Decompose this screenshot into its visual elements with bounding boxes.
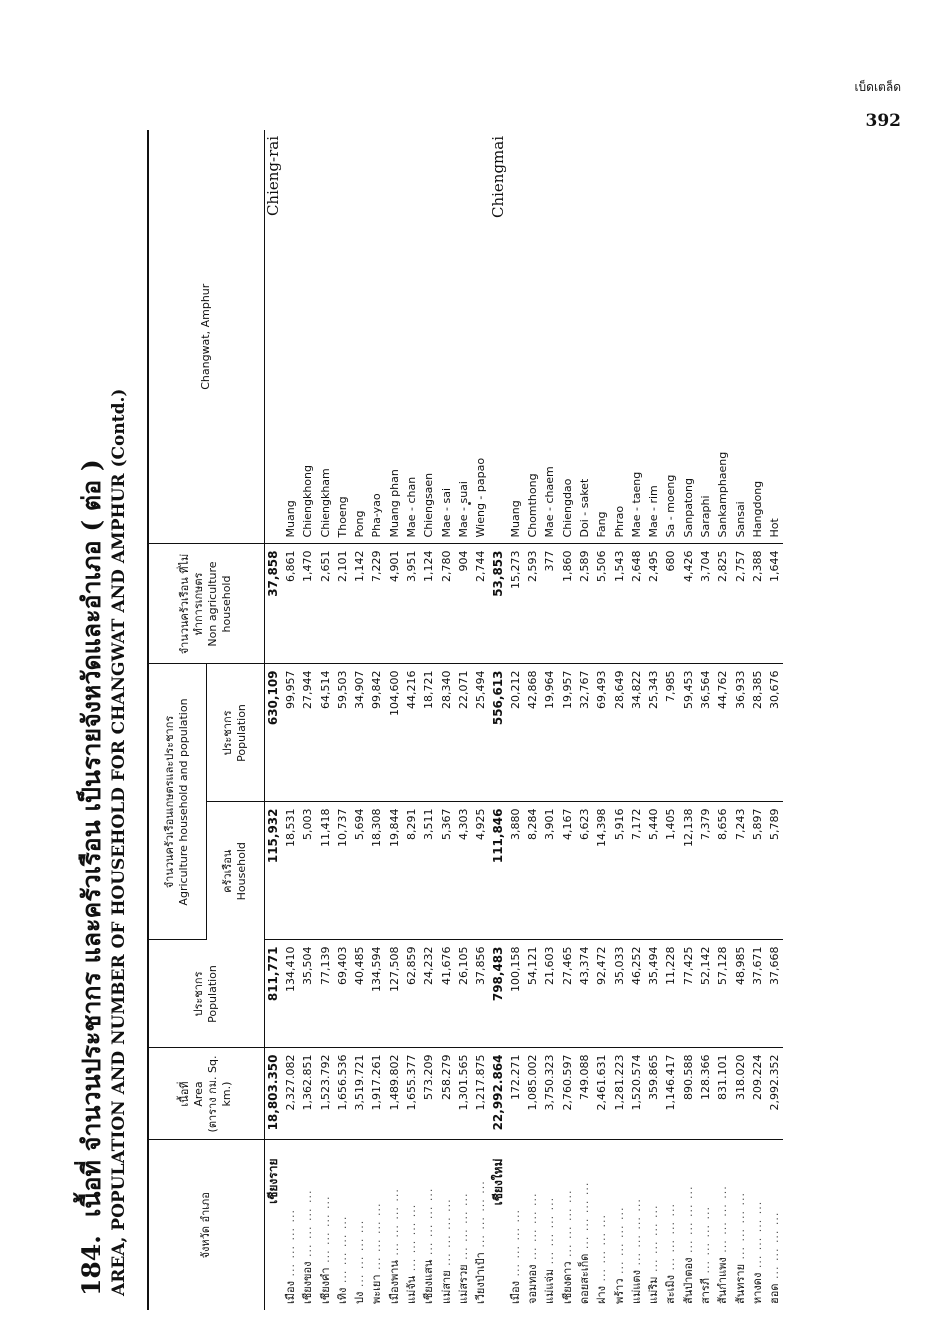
- non-agri-cell: 7,229: [368, 544, 385, 664]
- thai-name-cell: สันป่าตอง ... ... ... ...: [681, 1185, 695, 1304]
- province-total-row: [489, 130, 506, 1310]
- thai-name-cell: สารภี ... ... ... ...: [699, 1205, 713, 1304]
- household-cell: 12,138: [680, 802, 697, 940]
- area-cell: 3,519.721: [351, 1048, 368, 1140]
- table-row: [368, 130, 385, 1310]
- agri-population-cell: 25,494: [472, 664, 489, 802]
- household-cell: 4,925: [472, 802, 489, 940]
- english-name-cell: Chiengmai: [489, 130, 506, 544]
- english-name-cell: Pha-yao: [368, 130, 385, 544]
- non-agri-cell: 15,273: [507, 544, 524, 664]
- table-row: [541, 130, 558, 1310]
- thai-name-cell: ดอยสะเก็ด ... ... ... ...: [577, 1181, 591, 1304]
- population-cell: 35,033: [610, 940, 627, 1048]
- non-agri-cell: 53,853: [489, 544, 506, 664]
- population-cell: 48,985: [732, 940, 749, 1048]
- population-cell: 57,128: [714, 940, 731, 1048]
- table-row: [403, 130, 420, 1310]
- table-row: [472, 130, 489, 1310]
- table-row: [437, 130, 454, 1310]
- col-header-area: เนื้อที่ Area (ตาราง กม. Sq. km.): [148, 1048, 264, 1140]
- area-cell: 128.366: [697, 1048, 714, 1140]
- non-agri-cell: 2,757: [732, 544, 749, 664]
- area-cell: 22,992.864: [489, 1048, 506, 1140]
- household-cell: 10,737: [334, 802, 351, 940]
- household-cell: 5,916: [610, 802, 627, 940]
- english-name-cell: Hot: [766, 130, 783, 544]
- population-cell: 62,859: [403, 940, 420, 1048]
- thai-name-cell: แม่สาย ... ... ... ...: [439, 1198, 453, 1304]
- population-cell: 37,668: [766, 940, 783, 1048]
- household-cell: 8,291: [403, 802, 420, 940]
- household-cell: 7,172: [628, 802, 645, 940]
- population-cell: 54,121: [524, 940, 541, 1048]
- agri-population-cell: 30,676: [766, 664, 783, 802]
- area-cell: 1,085.002: [524, 1048, 541, 1140]
- population-cell: 798,483: [489, 940, 506, 1048]
- agri-population-cell: 28,385: [749, 664, 766, 802]
- table-row: [576, 130, 593, 1310]
- non-agri-cell: 680: [662, 544, 679, 664]
- non-agri-cell: 377: [541, 544, 558, 664]
- population-cell: 37,856: [472, 940, 489, 1048]
- area-cell: 1,281.223: [610, 1048, 627, 1140]
- thai-name-cell: เวียงป่าเป้า ... ... ... ...: [474, 1180, 488, 1304]
- population-cell: 11,228: [662, 940, 679, 1048]
- non-agri-cell: 2,388: [749, 544, 766, 664]
- english-name-cell: Saraphi: [697, 130, 714, 544]
- population-cell: 40,485: [351, 940, 368, 1048]
- thai-name-cell: แม่จัน ... ... ... ...: [405, 1203, 419, 1304]
- english-name-cell: Hangdong: [749, 130, 766, 544]
- area-cell: 258.279: [437, 1048, 454, 1140]
- agri-population-cell: 36,564: [697, 664, 714, 802]
- english-name-cell: Doi - saket: [576, 130, 593, 544]
- col-header-household: ครัวเรือน Household: [206, 802, 264, 940]
- table-row: [645, 130, 662, 1310]
- household-cell: 18,531: [282, 802, 299, 940]
- english-name-cell: Phrao: [610, 130, 627, 544]
- population-cell: 69,403: [334, 940, 351, 1048]
- area-cell: 3,750.323: [541, 1048, 558, 1140]
- english-name-cell: Chiengkham: [316, 130, 333, 544]
- non-agri-cell: 2,744: [472, 544, 489, 664]
- non-agri-cell: 2,651: [316, 544, 333, 664]
- non-agri-cell: 2,101: [334, 544, 351, 664]
- agri-population-cell: 99,842: [368, 664, 385, 802]
- population-cell: 37,671: [749, 940, 766, 1048]
- area-cell: 1,656.536: [334, 1048, 351, 1140]
- thai-name-cell: เมืองพาน ... ... ... ...: [387, 1188, 401, 1304]
- non-agri-cell: 904: [455, 544, 472, 664]
- area-cell: 749.088: [576, 1048, 593, 1140]
- area-cell: 1,917.261: [368, 1048, 385, 1140]
- area-cell: 1,146.417: [662, 1048, 679, 1140]
- english-name-cell: Mae - suai: [455, 130, 472, 544]
- area-cell: 1,655.377: [403, 1048, 420, 1140]
- agri-population-cell: 630,109: [264, 664, 282, 802]
- table-row: [732, 130, 749, 1310]
- english-name-cell: Muang: [282, 130, 299, 544]
- english-name-cell: Chiengkhong: [299, 130, 316, 544]
- area-cell: 1,301.565: [455, 1048, 472, 1140]
- agri-population-cell: 64,514: [316, 664, 333, 802]
- table-row: [610, 130, 627, 1310]
- agri-population-cell: 28,649: [610, 664, 627, 802]
- household-cell: 3,880: [507, 802, 524, 940]
- household-cell: 111,846: [489, 802, 506, 940]
- population-cell: 92,472: [593, 940, 610, 1048]
- agri-population-cell: 28,340: [437, 664, 454, 802]
- non-agri-cell: 37,858: [264, 544, 282, 664]
- agri-population-cell: 7,985: [662, 664, 679, 802]
- household-cell: 14,398: [593, 802, 610, 940]
- thai-name-cell: พะเยา ... ... ... ...: [370, 1202, 384, 1304]
- population-cell: 77,425: [680, 940, 697, 1048]
- non-agri-cell: 2,593: [524, 544, 541, 664]
- population-cell: 26,105: [455, 940, 472, 1048]
- population-cell: 27,465: [559, 940, 576, 1048]
- thai-name-cell: พร้าว ... ... ... ...: [612, 1206, 626, 1304]
- thai-name-cell: สันทราย ... ... ... ...: [733, 1192, 747, 1304]
- english-name-cell: Mae - chaem: [541, 130, 558, 544]
- thai-name-cell: จอมทอง ... ... ... ...: [526, 1192, 540, 1304]
- population-cell: 35,504: [299, 940, 316, 1048]
- area-cell: 1,520.574: [628, 1048, 645, 1140]
- agri-population-cell: 59,503: [334, 664, 351, 802]
- household-cell: 115,932: [264, 802, 282, 940]
- household-cell: 4,303: [455, 802, 472, 940]
- english-name-cell: Sansai: [732, 130, 749, 544]
- title-thai: เนื้อที่ จำนวนประชากร และครัวเรือน เป็นรายจังหวัดและอำเภอ ( ต่อ ): [77, 459, 106, 1218]
- non-agri-cell: 6,861: [282, 544, 299, 664]
- agri-population-cell: 44,762: [714, 664, 731, 802]
- area-cell: 831.101: [714, 1048, 731, 1140]
- non-agri-cell: 3,704: [697, 544, 714, 664]
- table-row: [420, 130, 437, 1310]
- english-name-cell: Muang: [507, 130, 524, 544]
- agri-population-cell: 27,944: [299, 664, 316, 802]
- area-cell: 2,760.597: [559, 1048, 576, 1140]
- non-agri-cell: 2,495: [645, 544, 662, 664]
- household-cell: 7,379: [697, 802, 714, 940]
- household-cell: 8,284: [524, 802, 541, 940]
- agri-population-cell: 59,453: [680, 664, 697, 802]
- household-cell: 7,243: [732, 802, 749, 940]
- area-cell: 1,489.802: [386, 1048, 403, 1140]
- non-agri-cell: 4,426: [680, 544, 697, 664]
- household-cell: 3,901: [541, 802, 558, 940]
- household-cell: 11,418: [316, 802, 333, 940]
- agri-population-cell: 36,933: [732, 664, 749, 802]
- thai-name-cell: เชียงใหม่: [490, 1158, 505, 1206]
- area-cell: 172.271: [507, 1048, 524, 1140]
- non-agri-cell: 1,124: [420, 544, 437, 664]
- table-row: [662, 130, 679, 1310]
- table-row: [593, 130, 610, 1310]
- agri-population-cell: 20,212: [507, 664, 524, 802]
- agri-population-cell: 32,767: [576, 664, 593, 802]
- thai-name-cell: แม่สรวย ... ... ... ...: [456, 1192, 470, 1304]
- table-title: [75, 130, 147, 1310]
- agri-population-cell: 42,868: [524, 664, 541, 802]
- non-agri-cell: 2,589: [576, 544, 593, 664]
- table-row: [559, 130, 576, 1310]
- page-corner: [854, 78, 901, 131]
- population-cell: 24,232: [420, 940, 437, 1048]
- thai-name-cell: เทิง ... ... ... ...: [335, 1215, 349, 1304]
- table-row: [455, 130, 472, 1310]
- agri-population-cell: 22,071: [455, 664, 472, 802]
- household-cell: 5,789: [766, 802, 783, 940]
- english-name-cell: Chieng-rai: [264, 130, 282, 544]
- thai-name-cell: ฮอด ... ... ... ...: [768, 1211, 782, 1304]
- table-row: [282, 130, 299, 1310]
- english-name-cell: Mae - taeng: [628, 130, 645, 544]
- population-cell: 41,676: [437, 940, 454, 1048]
- table-row: [524, 130, 541, 1310]
- table-row: [714, 130, 731, 1310]
- thai-name-cell: ฝาง ... ... ... ...: [595, 1214, 609, 1304]
- col-header-non-agriculture: จำนวนครัวเรือน ที่ไม่ทำการเกษตร Non agriculture household: [148, 544, 264, 664]
- agri-population-cell: 556,613: [489, 664, 506, 802]
- agri-population-cell: 69,493: [593, 664, 610, 802]
- province-total-row: [264, 130, 282, 1310]
- table-number: 184.: [77, 1235, 106, 1296]
- col-header-english-name: Changwat, Amphur: [148, 130, 264, 544]
- english-name-cell: Muang phan: [386, 130, 403, 544]
- non-agri-cell: 2,825: [714, 544, 731, 664]
- area-cell: 890.588: [680, 1048, 697, 1140]
- table-row: [766, 130, 783, 1310]
- agri-population-cell: 25,343: [645, 664, 662, 802]
- english-name-cell: Sankamphaeng: [714, 130, 731, 544]
- population-cell: 77,139: [316, 940, 333, 1048]
- non-agri-cell: 3,951: [403, 544, 420, 664]
- english-name-cell: Mae - sai: [437, 130, 454, 544]
- non-agri-cell: 4,901: [386, 544, 403, 664]
- non-agri-cell: 1,142: [351, 544, 368, 664]
- agri-population-cell: 34,907: [351, 664, 368, 802]
- population-cell: 52,142: [697, 940, 714, 1048]
- area-cell: 2,992.352: [766, 1048, 783, 1140]
- table-row: [749, 130, 766, 1310]
- household-cell: 1,405: [662, 802, 679, 940]
- english-name-cell: Mae - rim: [645, 130, 662, 544]
- area-cell: 2,461.631: [593, 1048, 610, 1140]
- population-cell: 46,252: [628, 940, 645, 1048]
- table-row: [386, 130, 403, 1310]
- non-agri-cell: 2,648: [628, 544, 645, 664]
- title-english: AREA, POPULATION AND NUMBER OF HOUSEHOLD FOR CHANGWAT AND AMPHUR (Contd.): [109, 388, 129, 1296]
- table-row: [334, 130, 351, 1310]
- english-name-cell: Chomthong: [524, 130, 541, 544]
- agri-population-cell: 19,957: [559, 664, 576, 802]
- non-agri-cell: 1,470: [299, 544, 316, 664]
- household-cell: 8,656: [714, 802, 731, 940]
- table-row: [507, 130, 524, 1310]
- household-cell: 5,897: [749, 802, 766, 940]
- non-agri-cell: 1,543: [610, 544, 627, 664]
- non-agri-cell: 5,506: [593, 544, 610, 664]
- table-row: [299, 130, 316, 1310]
- book-label: เบ็ดเตล็ด: [854, 80, 901, 94]
- population-cell: 134,594: [368, 940, 385, 1048]
- thai-name-cell: ปง ... ... ... ...: [353, 1219, 367, 1304]
- agri-population-cell: 104,600: [386, 664, 403, 802]
- population-cell: 811,771: [264, 940, 282, 1048]
- thai-name-cell: เชียงแสน ... ... ... ...: [422, 1187, 436, 1304]
- english-name-cell: Sa - moeng: [662, 130, 679, 544]
- english-name-cell: Thoeng: [334, 130, 351, 544]
- table-row: [697, 130, 714, 1310]
- area-cell: 1,217.875: [472, 1048, 489, 1140]
- english-name-cell: Wieng - papao: [472, 130, 489, 544]
- thai-name-cell: เชียงของ ... ... ... ...: [301, 1189, 315, 1304]
- non-agri-cell: 1,644: [766, 544, 783, 664]
- household-cell: 4,167: [559, 802, 576, 940]
- english-name-cell: Chiengdao: [559, 130, 576, 544]
- table-row: [628, 130, 645, 1310]
- population-cell: 43,374: [576, 940, 593, 1048]
- agri-population-cell: 44,216: [403, 664, 420, 802]
- area-cell: 1,523.792: [316, 1048, 333, 1140]
- population-cell: 100,158: [507, 940, 524, 1048]
- area-cell: 1,362.851: [299, 1048, 316, 1140]
- agri-population-cell: 99,957: [282, 664, 299, 802]
- thai-name-cell: แม่ริม ... ... ... ...: [647, 1204, 661, 1304]
- area-cell: 2,327.082: [282, 1048, 299, 1140]
- thai-name-cell: แม่แจ่ม ... ... ... ...: [543, 1196, 557, 1304]
- page-number: 392: [865, 111, 901, 131]
- thai-name-cell: เชียงดาว ... ... ... ...: [560, 1189, 574, 1304]
- table-row: [316, 130, 333, 1310]
- thai-name-cell: หางดง ... ... ... ...: [750, 1200, 764, 1304]
- thai-name-cell: เมือง ... ... ... ...: [283, 1209, 297, 1304]
- agri-population-cell: 18,721: [420, 664, 437, 802]
- english-name-cell: Pong: [351, 130, 368, 544]
- thai-name-cell: สะเมิง ... ... ... ...: [664, 1203, 678, 1304]
- thai-name-cell: สันกำแพง ... ... ... ...: [716, 1185, 730, 1304]
- thai-name-cell: แม่แตง ... ... ... ...: [629, 1198, 643, 1304]
- household-cell: 3,511: [420, 802, 437, 940]
- household-cell: 5,694: [351, 802, 368, 940]
- area-cell: 318.020: [732, 1048, 749, 1140]
- area-cell: 573.209: [420, 1048, 437, 1140]
- english-name-cell: Chiengsaen: [420, 130, 437, 544]
- col-header-agriculture: จำนวนครัวเรือนเกษตรและประชากร Agriculture household and population: [148, 664, 206, 940]
- agri-population-cell: 34,822: [628, 664, 645, 802]
- area-cell: 18,803.350: [264, 1048, 282, 1140]
- household-cell: 5,003: [299, 802, 316, 940]
- household-cell: 5,367: [437, 802, 454, 940]
- rotated-table-page: [75, 130, 895, 1310]
- table-row: [351, 130, 368, 1310]
- data-table: [147, 130, 783, 1310]
- household-cell: 5,440: [645, 802, 662, 940]
- thai-name-cell: เชียงคำ ... ... ... ...: [318, 1195, 332, 1304]
- area-cell: 209.224: [749, 1048, 766, 1140]
- household-cell: 18,308: [368, 802, 385, 940]
- col-header-agri-population: ประชากร Population: [206, 664, 264, 802]
- household-cell: 6,623: [576, 802, 593, 940]
- household-cell: 19,844: [386, 802, 403, 940]
- table-body: [264, 130, 783, 1310]
- non-agri-cell: 2,780: [437, 544, 454, 664]
- population-cell: 35,494: [645, 940, 662, 1048]
- english-name-cell: Sanpatong: [680, 130, 697, 544]
- population-cell: 21,603: [541, 940, 558, 1048]
- table-row: [680, 130, 697, 1310]
- population-cell: 134,410: [282, 940, 299, 1048]
- non-agri-cell: 1,860: [559, 544, 576, 664]
- english-name-cell: Mae - chan: [403, 130, 420, 544]
- area-cell: 359.865: [645, 1048, 662, 1140]
- col-header-population: ประชากร Population: [148, 940, 264, 1048]
- agri-population-cell: 19,964: [541, 664, 558, 802]
- thai-name-cell: เชียงราย: [265, 1158, 280, 1204]
- population-cell: 127,508: [386, 940, 403, 1048]
- english-name-cell: Fang: [593, 130, 610, 544]
- col-header-thai-name: จังหวัด อำเภอ: [148, 1140, 264, 1310]
- thai-name-cell: เมือง ... ... ... ...: [508, 1209, 522, 1304]
